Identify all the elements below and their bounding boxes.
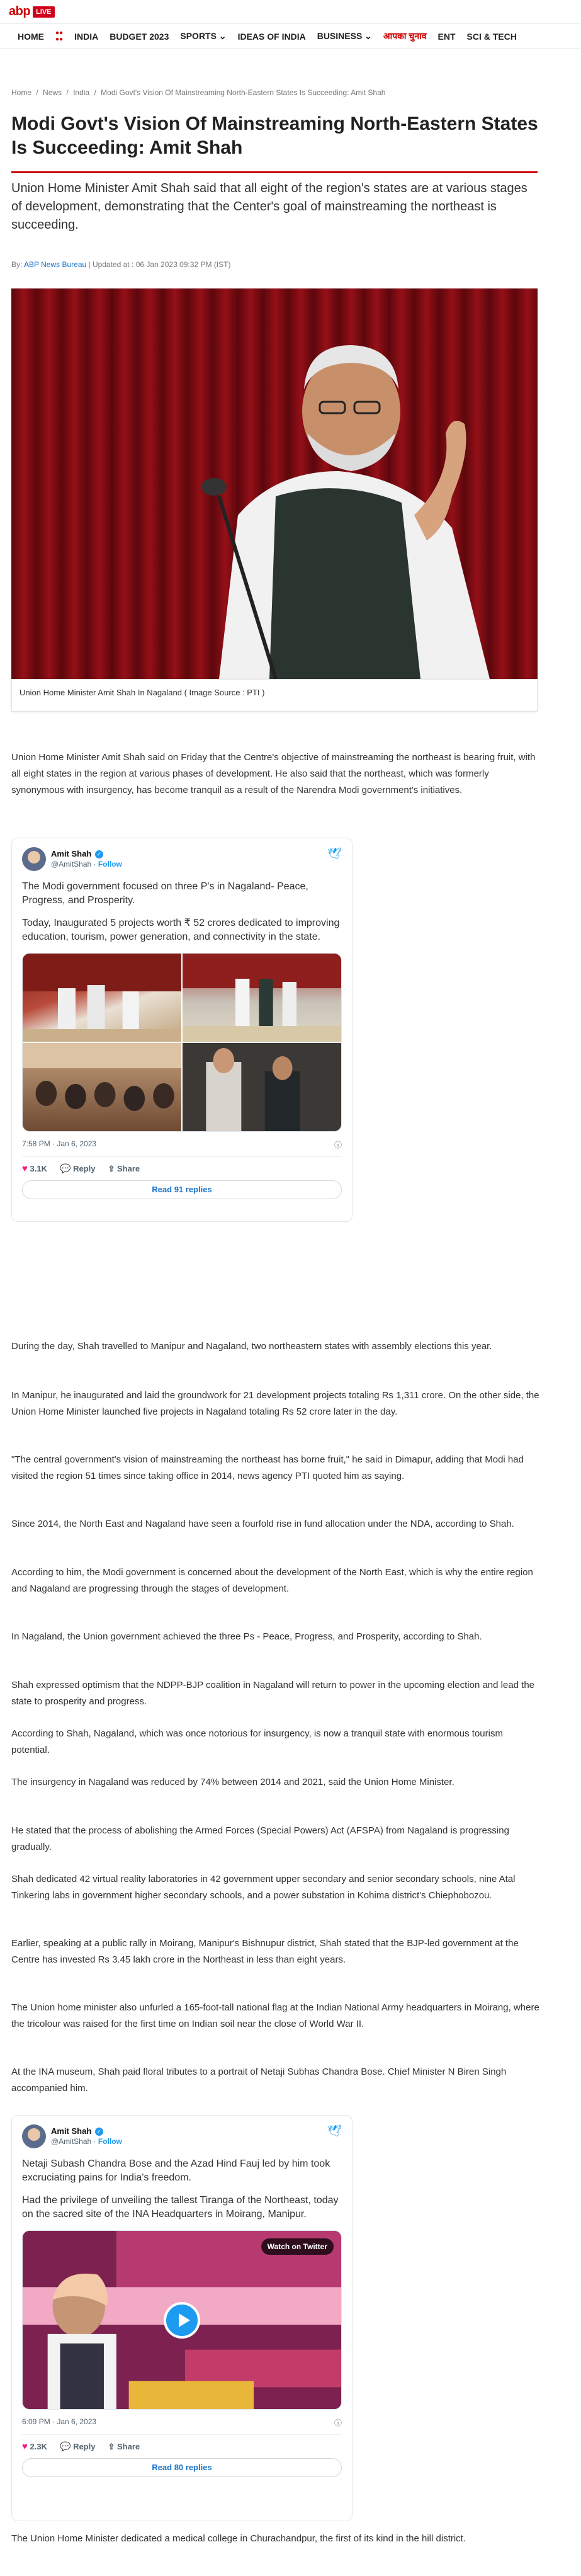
nav-sports[interactable] xyxy=(180,31,226,42)
nav-budget-2023[interactable]: BUDGET 2023 xyxy=(110,31,169,42)
photo-illustration xyxy=(183,1043,341,1131)
live-badge: LIVE xyxy=(33,6,54,18)
article-paragraph: Union Home Minister Amit Shah said on Friday that the Centre's objective of mainstreaming the northeast is bearing fruit, with all eight states in the region at various phases of development. He also said that the northeast, which was formerly synonymous with insurgency, has become tranquil as a result of the Narendra Modi government's initiatives. xyxy=(11,752,536,795)
article-paragraph: Since 2014, the North East and Nagaland have seen a fourfold rise in fund allocation under the NDA, according to Shah. xyxy=(11,1519,514,1529)
article-paragraph: During the day, Shah travelled to Manipur and Nagaland, two northeastern states with assembly elections this year. xyxy=(11,1341,492,1352)
chevron-down-icon: ⌄ xyxy=(364,31,372,41)
tweet-photo[interactable] xyxy=(23,954,181,1042)
tweet-meta xyxy=(22,2417,342,2435)
tweet-video[interactable] xyxy=(22,2230,342,2410)
share-button[interactable] xyxy=(108,2442,140,2452)
nav-india-at-2047-logo[interactable]: ●● ●● xyxy=(55,29,64,43)
like-count: 3.1K xyxy=(30,1164,47,1173)
tweet-photo[interactable] xyxy=(183,954,341,1042)
reply-label: Reply xyxy=(73,2442,96,2451)
follow-button[interactable]: Follow xyxy=(98,860,122,869)
nav-business[interactable] xyxy=(317,31,372,42)
article-paragraph: Shah dedicated 42 virtual reality laboratories in 42 government upper secondary and senior secondary schools, nine Atal Tinkering labs in government higher secondary schools, and a power substation in Kohima district's Chiephobozou. xyxy=(11,1874,516,1901)
verified-badge-icon: ✓ xyxy=(95,2128,103,2136)
like-count: 2.3K xyxy=(30,2442,47,2451)
tweet-actions xyxy=(22,2441,342,2452)
twitter-bird-icon[interactable]: 🕊 xyxy=(327,2124,342,2137)
read-replies-button[interactable]: Read 80 replies xyxy=(22,2458,342,2477)
breadcrumb-india[interactable]: India xyxy=(73,88,90,97)
article-paragraph: At the INA museum, Shah paid floral tributes to a portrait of Netaji Subhas Chandra Bose. Chief Minister N Biren Singh accompanied him. xyxy=(11,2066,507,2094)
verified-badge-icon: ✓ xyxy=(95,850,103,858)
updated-time: | Updated at : 06 Jan 2023 09:32 PM (IST) xyxy=(88,260,231,269)
share-button[interactable] xyxy=(108,1164,140,1174)
nav-sports-label: SPORTS xyxy=(180,31,217,41)
article-paragraph: The Union Home Minister dedicated a medical college in Churachandpur, the first of its kind in the hill district. xyxy=(11,2533,466,2544)
tweet-media-grid[interactable] xyxy=(22,953,342,1132)
tweet-handle[interactable]: @AmitShah xyxy=(51,860,92,869)
heart-icon: ♥ xyxy=(22,2441,28,2452)
info-icon[interactable]: ⓘ xyxy=(334,1141,342,1149)
main-nav xyxy=(0,24,581,49)
breadcrumb-sep: / xyxy=(36,88,38,97)
like-button[interactable] xyxy=(22,1163,47,1174)
chevron-down-icon: ⌄ xyxy=(218,31,227,41)
tweet-handle[interactable]: @AmitShah xyxy=(51,2137,92,2146)
tweet-text xyxy=(22,2157,342,2221)
tweet-author-name[interactable]: Amit Shah xyxy=(51,849,92,858)
twitter-bird-icon[interactable]: 🕊 xyxy=(327,847,342,860)
share-label: Share xyxy=(117,2441,140,2451)
tweet-author: Amit Shah ✓ @AmitShah · Follow xyxy=(51,2126,122,2146)
tweet-photo[interactable] xyxy=(183,1043,341,1131)
photo-illustration xyxy=(23,954,181,1042)
page-title: Modi Govt's Vision Of Mainstreaming North-Eastern States Is Succeeding: Amit Shah xyxy=(11,113,538,158)
tweet-text-line: Had the privilege of unveiling the tallest Tiranga of the Northeast, today on the sacred site of the INA Headquarters in Moirang, Manipur. xyxy=(22,2195,339,2220)
reply-button[interactable] xyxy=(60,1163,95,1174)
info-icon[interactable]: ⓘ xyxy=(334,2419,342,2427)
nav-india[interactable]: INDIA xyxy=(74,31,99,42)
article-paragraph: According to him, the Modi government is concerned about the development of the North East, which is why the entire region and Nagaland are progressing through the stages of development. xyxy=(11,1567,533,1594)
share-label: Share xyxy=(117,1163,140,1173)
tweet-text-line: Netaji Subash Chandra Bose and the Azad Hind Fauj led by him took excruciating pains for India's freedom. xyxy=(22,2158,330,2183)
photo-illustration xyxy=(183,954,341,1042)
tweet-timestamp[interactable]: 7:58 PM · Jan 6, 2023 xyxy=(22,1139,97,1148)
tweet-photo[interactable] xyxy=(23,1043,181,1131)
avatar[interactable] xyxy=(22,847,46,871)
tweet-actions xyxy=(22,1163,342,1174)
like-button[interactable] xyxy=(22,2441,47,2452)
hero-illustration xyxy=(11,288,538,679)
embedded-tweet[interactable] xyxy=(11,838,353,1222)
top-header xyxy=(0,0,581,24)
photo-illustration xyxy=(23,1043,181,1131)
play-icon[interactable] xyxy=(164,2302,200,2339)
embedded-tweet[interactable] xyxy=(11,2115,353,2521)
byline-prefix: By: xyxy=(11,260,23,269)
tweet-author-name[interactable]: Amit Shah xyxy=(51,2126,92,2136)
article-paragraph: The insurgency in Nagaland was reduced by 74% between 2014 and 2021, said the Union Home Minister. xyxy=(11,1777,454,1787)
hero-image xyxy=(11,288,538,679)
article-paragraph: In Manipur, he inaugurated and laid the groundwork for 21 development projects totaling Rs 1,311 crore. On the other side, the Union Home Minister launched five projects in Nagaland totaling Rs 52 crore later in the day. xyxy=(11,1390,539,1417)
article-paragraph: Shah expressed optimism that the NDPP-BJP coalition in Nagaland will return to power in the upcoming election and lead the state to prosperity and progress. xyxy=(11,1680,535,1707)
byline xyxy=(11,260,230,269)
share-icon: ⇪ xyxy=(108,2441,115,2451)
article-paragraph: He stated that the process of abolishing the Armed Forces (Special Powers) Act (AFSPA) from Nagaland is progressing gradually. xyxy=(11,1825,509,1852)
reply-label: Reply xyxy=(73,1164,96,1173)
tweet-text xyxy=(22,880,342,944)
tweet-meta xyxy=(22,1139,342,1157)
breadcrumb-sep: / xyxy=(94,88,96,97)
nav-sci-tech[interactable]: SCI & TECH xyxy=(466,31,517,42)
read-replies-button[interactable]: Read 91 replies xyxy=(22,1180,342,1199)
image-caption: Union Home Minister Amit Shah In Nagaland ( Image Source : PTI ) xyxy=(11,679,538,712)
nav-aapka-chunav[interactable]: आपका चुनाव xyxy=(383,31,427,41)
article-summary: Union Home Minister Amit Shah said that all eight of the region's states are at various stages of development, demonstrating that the Center's goal of mainstreaming the northeast is succeeding. xyxy=(11,181,527,232)
title-divider xyxy=(11,171,538,173)
breadcrumb-sep: / xyxy=(66,88,69,97)
tweet-text-line: Today, Inaugurated 5 projects worth ₹ 52 crores dedicated to improving education, tourism, power generation, and connectivity in the state. xyxy=(22,918,340,942)
abp-live-logo[interactable] xyxy=(9,4,55,19)
reply-button[interactable] xyxy=(60,2441,95,2452)
nav-home[interactable]: HOME xyxy=(18,31,44,42)
tweet-author: Amit Shah ✓ @AmitShah · Follow xyxy=(51,849,122,869)
nav-business-label: BUSINESS xyxy=(317,31,363,41)
tweet-timestamp[interactable]: 6:09 PM · Jan 6, 2023 xyxy=(22,2417,97,2426)
author-link[interactable]: ABP News Bureau xyxy=(24,260,87,269)
tweet-header xyxy=(22,2123,342,2150)
breadcrumb xyxy=(11,88,388,97)
share-icon: ⇪ xyxy=(108,1163,115,1173)
watch-on-twitter-button[interactable]: Watch on Twitter xyxy=(261,2238,334,2255)
logo-text: abp xyxy=(9,4,31,18)
article-paragraph: According to Shah, Nagaland, which was once notorious for insurgency, is now a tranquil state with enormous tourism potential. xyxy=(11,1728,503,1755)
reply-icon: 💬 xyxy=(60,2441,71,2451)
heart-icon: ♥ xyxy=(22,1163,28,1174)
reply-icon: 💬 xyxy=(60,1163,71,1173)
tweet-header xyxy=(22,846,342,872)
breadcrumb-home[interactable]: Home xyxy=(11,88,32,97)
breadcrumb-news[interactable]: News xyxy=(43,88,62,97)
article-paragraph: "The central government's vision of mainstreaming the northeast has borne fruit," he said in Dimapur, adding that Modi had visited the region 51 times since taking office in 2014, news agency PTI quoted him as saying. xyxy=(11,1454,524,1481)
follow-button[interactable]: Follow xyxy=(98,2137,122,2146)
avatar[interactable] xyxy=(22,2124,46,2148)
nav-ent[interactable]: ENT xyxy=(437,31,456,42)
tweet-text-line: The Modi government focused on three P's in Nagaland- Peace, Progress, and Prosperity. xyxy=(22,881,308,906)
article-paragraph: The Union home minister also unfurled a 165-foot-tall national flag at the Indian National Army headquarters in Moirang, where the tricolour was raised for the first time on Indian soil near the close of World War II. xyxy=(11,2002,539,2029)
article-paragraph: In Nagaland, the Union government achieved the three Ps - Peace, Progress, and Prosperity, according to Shah. xyxy=(11,1631,482,1642)
article-paragraph: Earlier, speaking at a public rally in Moirang, Manipur's Bishnupur district, Shah stated that the BJP-led government at the Centre has invested Rs 3.45 lakh crore in the Northeast in less than eight years. xyxy=(11,1938,519,1965)
nav-ideas-of-india[interactable]: IDEAS OF INDIA xyxy=(237,31,306,42)
breadcrumb-current: Modi Govt's Vision Of Mainstreaming North-Eastern States Is Succeeding: Amit Shah xyxy=(101,88,386,97)
